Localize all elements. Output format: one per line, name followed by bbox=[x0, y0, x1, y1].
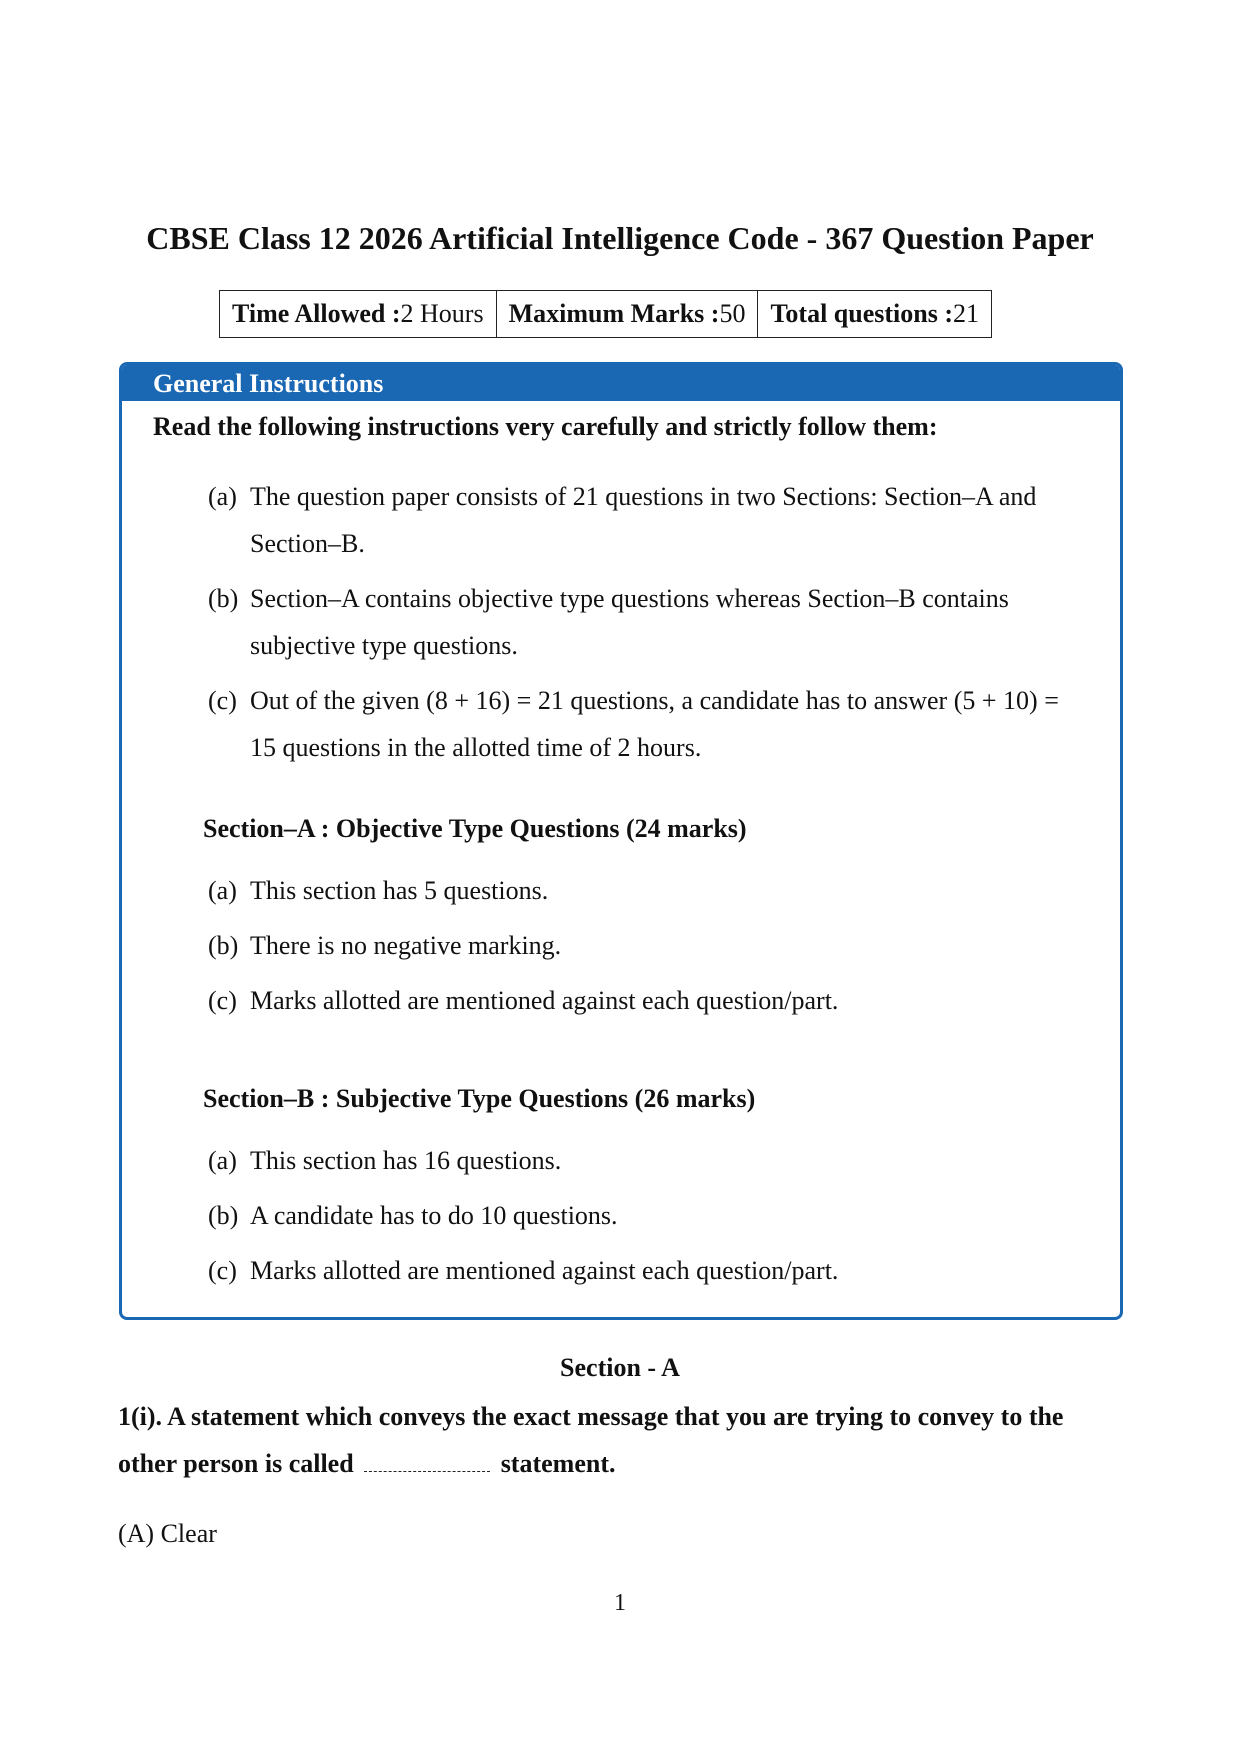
list-text: The question paper consists of 21 questions in two Sections: Section–A and Section–B. bbox=[250, 482, 1037, 558]
maximum-marks-value: 50 bbox=[719, 299, 746, 328]
page-title: CBSE Class 12 2026 Artificial Intelligence Code - 367 Question Paper bbox=[146, 220, 1094, 256]
list-item bbox=[208, 677, 1088, 771]
list-item bbox=[208, 977, 1088, 1024]
list-marker: (c) bbox=[208, 1256, 237, 1285]
list-item bbox=[208, 922, 1088, 969]
list-marker: (a) bbox=[208, 1146, 237, 1175]
general-instructions-list bbox=[208, 473, 1088, 779]
list-marker: (b) bbox=[208, 584, 239, 613]
maximum-marks-label: Maximum Marks : bbox=[508, 299, 720, 328]
section-a-heading: Section–A : Objective Type Questions (24 marks) bbox=[203, 814, 747, 843]
list-text: Marks allotted are mentioned against each question/part. bbox=[250, 1256, 839, 1285]
list-item bbox=[208, 1247, 1088, 1294]
section-a-instructions-list bbox=[208, 867, 1088, 1032]
total-questions-value: 21 bbox=[953, 299, 979, 328]
total-questions-label: Total questions : bbox=[770, 299, 953, 328]
list-text: This section has 16 questions. bbox=[250, 1146, 562, 1175]
list-item bbox=[208, 575, 1088, 669]
list-text: This section has 5 questions. bbox=[250, 876, 549, 905]
list-marker: (b) bbox=[208, 1201, 239, 1230]
time-allowed-cell bbox=[220, 291, 497, 338]
general-instructions-header: General Instructions bbox=[122, 365, 1120, 401]
instructions-intro: Read the following instructions very carefully and strictly follow them: bbox=[153, 412, 938, 441]
general-instructions-box bbox=[119, 362, 1123, 1320]
page-number: 1 bbox=[614, 1590, 626, 1616]
list-text: Out of the given (8 + 16) = 21 questions, a candidate has to answer (5 + 10) = 15 questions in the allotted time of 2 hours. bbox=[250, 686, 1059, 762]
maximum-marks-cell bbox=[496, 291, 758, 338]
list-marker: (a) bbox=[208, 876, 237, 905]
section-a-title: Section - A bbox=[560, 1353, 680, 1382]
list-text: There is no negative marking. bbox=[250, 931, 562, 960]
list-item bbox=[208, 1137, 1088, 1184]
list-marker: (b) bbox=[208, 931, 239, 960]
exam-meta-table bbox=[219, 290, 992, 338]
time-allowed-value: 2 Hours bbox=[400, 299, 484, 328]
answer-blank bbox=[364, 1453, 490, 1472]
list-item bbox=[208, 867, 1088, 914]
list-text: A candidate has to do 10 questions. bbox=[250, 1201, 618, 1230]
section-b-heading: Section–B : Subjective Type Questions (26 marks) bbox=[203, 1084, 756, 1113]
list-marker: (c) bbox=[208, 686, 237, 715]
total-questions-cell bbox=[758, 291, 992, 338]
list-text: Section–A contains objective type questions whereas Section–B contains subjective type questions. bbox=[250, 584, 1009, 660]
list-item bbox=[208, 1192, 1088, 1239]
section-b-instructions-list bbox=[208, 1137, 1088, 1302]
time-allowed-label: Time Allowed : bbox=[232, 299, 401, 328]
list-marker: (a) bbox=[208, 482, 237, 511]
question-1i bbox=[118, 1393, 1128, 1487]
list-item bbox=[208, 473, 1088, 567]
option-a: (A) Clear bbox=[118, 1519, 217, 1548]
question-text-end: statement. bbox=[500, 1449, 616, 1478]
question-text: 1(i). A statement which conveys the exact message that you are trying to convey to the other person is called bbox=[118, 1402, 1064, 1478]
list-marker: (c) bbox=[208, 986, 237, 1015]
list-text: Marks allotted are mentioned against each question/part. bbox=[250, 986, 839, 1015]
